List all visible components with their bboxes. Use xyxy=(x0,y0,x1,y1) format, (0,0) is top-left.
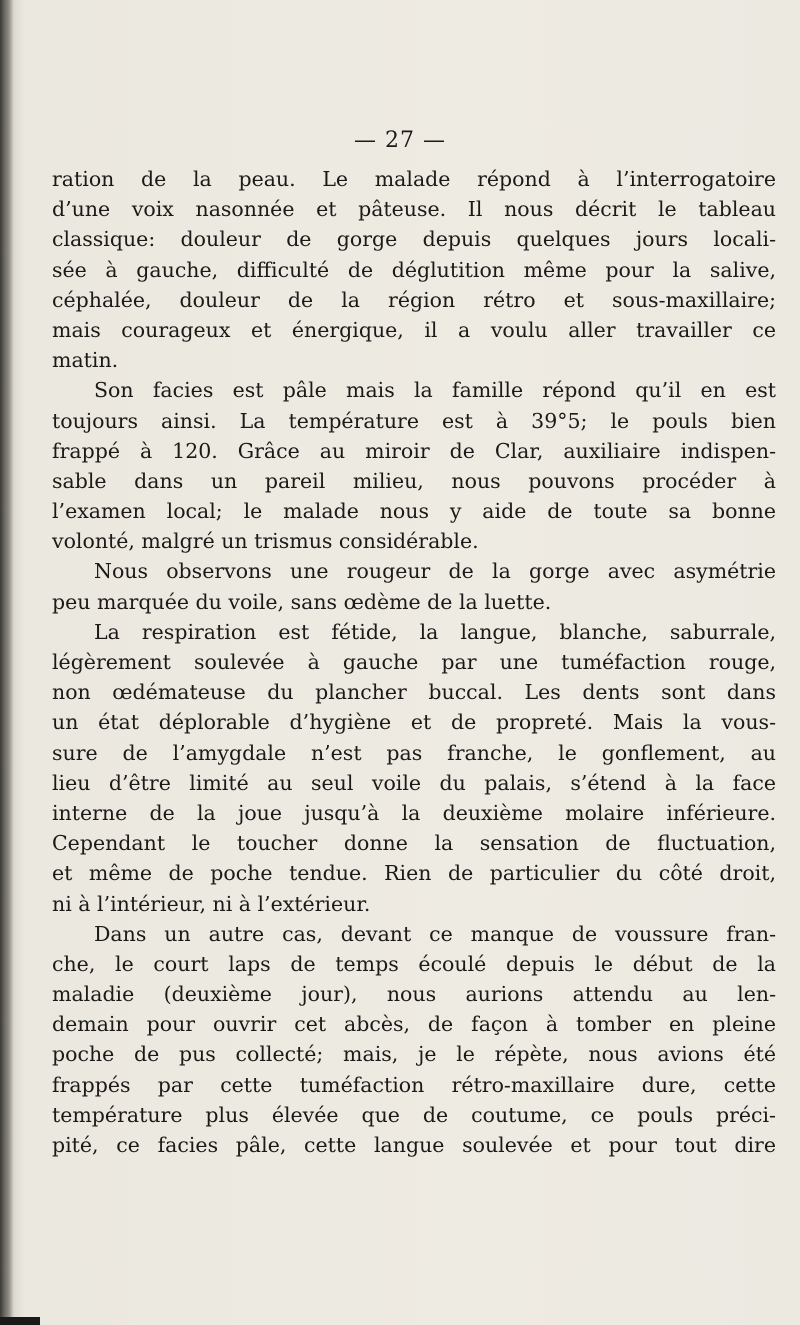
text-line: pité, ce facies pâle, cette langue soulevée et pour tout dire xyxy=(52,1133,776,1157)
text-line: volonté, malgré un trismus considérable. xyxy=(52,529,479,554)
text-line: Dans un autre cas, devant ce manque de voussure fran- xyxy=(94,921,776,946)
text-line: matin. xyxy=(52,348,119,373)
text-line: céphalée, douleur de la région rétro et sous-maxillaire; xyxy=(52,287,776,312)
text-line: maladie (deuxième jour), nous aurions attendu au len- xyxy=(52,982,776,1007)
text-line: et même de poche tendue. Rien de particulier du côté droit, xyxy=(52,861,776,886)
text-line: demain pour ouvrir cet abcès, de façon à tomber en pleine xyxy=(52,1012,776,1037)
text-line: lieu d’être limité au seul voile du palais, s’étend à la face xyxy=(52,770,776,795)
text-line: sable dans un pareil milieu, nous pouvons procéder à xyxy=(52,468,776,493)
text-line: mais courageux et énergique, il a voulu aller travailler ce xyxy=(52,317,776,342)
text-line: che, le court laps de temps écoulé depuis le début de la xyxy=(52,951,776,976)
text-line: sure de l’amygdale n’est pas franche, le gonflement, au xyxy=(52,740,776,765)
text-line: légèrement soulevée à gauche par une tuméfaction rouge, xyxy=(52,650,776,674)
body-text xyxy=(52,164,776,1160)
text-line: ni à l’intérieur, ni à l’extérieur. xyxy=(52,891,371,916)
page-number: — 27 — xyxy=(354,128,446,153)
text-line: frappé à 120. Grâce au miroir de Clar, auxiliaire indispen- xyxy=(52,438,776,463)
text-line: peu marquée du voile, sans œdème de la luette. xyxy=(52,589,552,614)
text-line: Cependant le toucher donne la sensation de fluctuation, xyxy=(52,831,776,856)
text-line: Nous observons une rougeur de la gorge avec asymétrie xyxy=(94,559,776,584)
text-line: l’examen local; le malade nous y aide de toute sa bonne xyxy=(52,499,776,524)
text-line: classique: douleur de gorge depuis quelques jours locali- xyxy=(52,227,776,252)
text-line: Son facies est pâle mais la famille répond qu’il en est xyxy=(94,378,776,403)
text-line: La respiration est fétide, la langue, blanche, saburrale, xyxy=(94,619,776,644)
text-line: frappés par cette tuméfaction rétro-maxillaire dure, cette xyxy=(52,1072,776,1097)
text-line: toujours ainsi. La température est à 39°5; le pouls bien xyxy=(52,408,776,433)
page-binding-shadow xyxy=(0,0,14,1325)
text-line: ration de la peau. Le malade répond à l’interrogatoire xyxy=(52,167,776,191)
text-line: poche de pus collecté; mais, je le répète, nous avions été xyxy=(52,1042,776,1067)
text-line: interne de la joue jusqu’à la deuxième molaire inférieure. xyxy=(52,800,776,825)
text-line: un état déplorable d’hygiène et de propreté. Mais la vous- xyxy=(52,710,776,735)
text-line: sée à gauche, difficulté de déglutition même pour la salive, xyxy=(52,257,776,282)
text-line: température plus élevée que de coutume, ce pouls préci- xyxy=(52,1102,776,1127)
text-line: non œdémateuse du plancher buccal. Les dents sont dans xyxy=(52,680,776,705)
text-line: d’une voix nasonnée et pâteuse. Il nous décrit le tableau xyxy=(52,197,776,222)
scan-edge-mark xyxy=(0,1317,40,1325)
